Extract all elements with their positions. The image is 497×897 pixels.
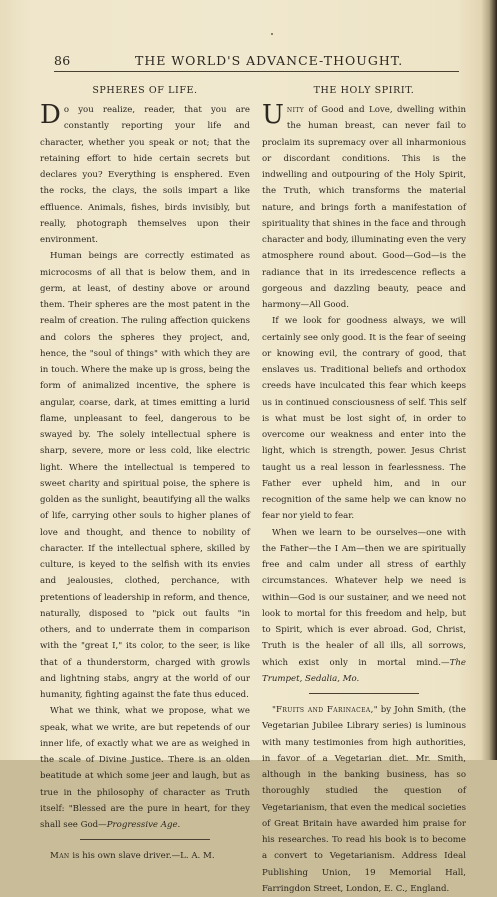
section-rule	[80, 839, 210, 840]
paragraph-text: o you realize, reader, that you are constantly reporting your life and character, whether you speak or not; that the retaining effort to hide certain secrets but declares you? Everything is ensphered. Even the rocks, the clays, the soils impart a like effluence. Animals, fishes, birds invisibly, but really, photograph themselves upon their environment.	[40, 105, 250, 245]
notice-title-smallcaps: Fruits and Farinacea,	[275, 705, 374, 715]
book-notice	[262, 702, 466, 897]
ink-speck	[271, 33, 273, 35]
notice-quote-mark: "	[272, 705, 276, 715]
page-number: 86	[54, 53, 71, 68]
quote-attribution: Progressive Age.	[106, 820, 181, 830]
article-title-holy-spirit: THE HOLY SPIRIT.	[313, 85, 415, 96]
article-title-spheres: SPHERES OF LIFE.	[92, 85, 198, 96]
paragraph: If we look for goodness always, we will certainly see only good. It is the fear of seeing or knowing evil, the contrary of good, that enslaves us. Traditional beliefs and orthodox creeds have inculcated this fear which keeps us in continued consciousness of self. This self is what must be lost sight of, in order to overcome our weakness and enter into the light, which is strength, power. Jesus Christ taught us a real lesson in fearlessness. The Father ever upheld him, and in our recognition of the same help we can know no fear nor yield to fear.	[262, 316, 466, 522]
binding-shadow	[481, 0, 497, 760]
running-head: THE WORLD'S ADVANCE-THOUGHT.	[135, 53, 404, 68]
dropcap: D	[40, 100, 61, 130]
ornamental-rule	[309, 693, 419, 694]
paragraph-text: of Good and Love, dwelling within the human breast, can never fail to proclaim its supremacy over all inharmonious or discordant conditions. This is the indwelling and outpouring of the Holy Spirit, the Truth, which transforms the material nature, and brings forth a manifestation of spirituality that shines in the face and through character and body, illuminating even the very atmosphere round about. Good—God—is the radiance that in its irredescence reflects a gorgeous and dazzling beauty, peace and harmony—All Good.	[262, 105, 466, 310]
paragraph	[40, 703, 250, 833]
notice-text: " by John Smith, (the Vegetarian Jubilee Library series) is luminous with many testimonies from high authorities, in favor of a Vegetarian diet. Mr. Smith, although in the banking business, has so thoroughly studied the question of Vegetarianism, that even the medical societies of Great Britain have awarded him praise for his researches. To read his book is to become a convert to Vegetarianism. Address Ideal Publishing Union, 19 Memorial Hall, Farringdon Street, London, E. C., England.	[262, 705, 466, 894]
paragraph	[262, 102, 466, 313]
closing-text: is his own slave driver.—L. A. M.	[69, 851, 215, 862]
paragraph	[40, 102, 250, 248]
paragraph	[262, 525, 466, 688]
paragraph-text: When we learn to be ourselves—one with the Father—the I Am—then we are spiritually free and calm under all stress of earthly circumstances. Whatever help we need is within—God is our sustainer, and we need not look to mortal for this freedom and help, but to Spirit, which is ever abroad. God, Christ, Truth is the healer of all ills, all sorrows, which exist only in mortal mind.—	[262, 527, 466, 668]
source-attribution: The Trumpet, Sedalia, Mo.	[262, 657, 466, 684]
dropcap: U	[262, 100, 284, 130]
right-column	[262, 84, 466, 897]
closing-smallcaps: Man	[50, 851, 70, 862]
lead-smallcaps: nity	[286, 105, 305, 115]
header-rule	[54, 71, 459, 72]
paragraph-text: What we think, what we propose, what we speak, what we write, are but repetends of our inner life, of exactly what we are as weighed in the scale of Divine Justice. There is an olden beatitude at which some jeer and laugh, but as true in the philosophy of character as Truth itself: "Blessed are the pure in heart, for they shall see God—	[40, 706, 250, 830]
left-column	[40, 84, 250, 865]
paragraph: Human beings are correctly estimated as microcosms of all that is below them, and in germ, at least, of destiny above or around them. Their spheres are the most patent in the realm of creation. The ruling affection quickens and colors the spheres they project, and, hence, the "soul of things" with which they are in touch. Where the make up is gross, being the form of animalized incentive, the sphere is angular, coarse, dark, at times emitting a lurid flame, unpleasant to feel, dangerous to be swayed by. The solely intellectual sphere is sharp, severe, more or less cold, like electric light. Where the intellectual is tempered to sweet charity and spiritual poise, the sphere is golden as the sunlight, beautifying all the walks of life, carrying other souls to higher planes of love and thought, and thence to nobility of character. If the intellectual sphere, skilled by culture, is keyed to the selfish with its envies and jealousies, clothed, perchance, with pretentions of leadership in reform, and thence, naturally, disposed to "pick out faults "in others, and to underrate them in comparison with the "great I," its color, to the seer, is like that of a thunderstorm, charged with growls and lightning stabs, angry at the world of our humanity, fighting against the fate thus educed.	[40, 251, 250, 700]
closing-line	[40, 848, 250, 864]
